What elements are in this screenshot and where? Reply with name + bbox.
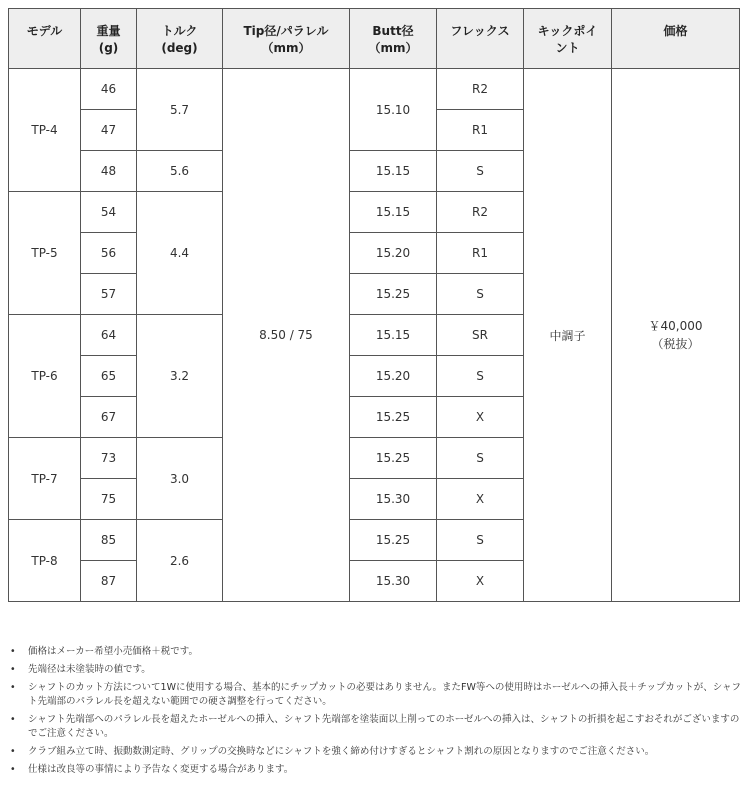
note-text: 先端径は未塗装時の値です。	[28, 664, 151, 675]
model-cell: TP-7	[9, 438, 81, 520]
butt-cell: 15.25	[350, 438, 437, 479]
list-item	[8, 713, 742, 741]
table-header-row	[9, 9, 740, 69]
weight-cell: 67	[81, 397, 137, 438]
weight-cell: 65	[81, 356, 137, 397]
model-cell: TP-4	[9, 69, 81, 192]
butt-cell: 15.15	[350, 192, 437, 233]
header-weight-line1: 重量	[96, 24, 121, 38]
bullet-icon: •	[10, 646, 16, 657]
model-cell: TP-8	[9, 520, 81, 602]
model-cell: TP-6	[9, 315, 81, 438]
weight-cell: 87	[81, 561, 137, 602]
butt-cell: 15.20	[350, 233, 437, 274]
bullet-icon: •	[10, 714, 16, 725]
header-butt-line1: Butt径	[372, 24, 414, 38]
flex-cell: R2	[437, 69, 524, 110]
torque-cell: 2.6	[137, 520, 223, 602]
price-tax-note: （税抜）	[651, 337, 700, 351]
flex-cell: R1	[437, 233, 524, 274]
header-tip-line2: （mm）	[261, 41, 311, 55]
butt-cell: 15.25	[350, 397, 437, 438]
butt-cell: 15.15	[350, 151, 437, 192]
weight-cell: 46	[81, 69, 137, 110]
flex-cell: S	[437, 520, 524, 561]
flex-cell: R1	[437, 110, 524, 151]
header-model: モデル	[9, 9, 81, 69]
header-flex: フレックス	[437, 9, 524, 69]
header-kick-line2: ント	[555, 41, 580, 55]
flex-cell: S	[437, 438, 524, 479]
weight-cell: 85	[81, 520, 137, 561]
flex-cell: S	[437, 356, 524, 397]
flex-cell: S	[437, 274, 524, 315]
weight-cell: 48	[81, 151, 137, 192]
bullet-icon: •	[10, 682, 16, 693]
note-text: 仕様は改良等の事情により予告なく変更する場合があります。	[28, 764, 294, 775]
kick-point-cell: 中調子	[524, 69, 612, 602]
header-torque-line2: (deg)	[161, 41, 198, 55]
header-torque-line1: トルク	[161, 24, 198, 38]
tip-cell: 8.50 / 75	[223, 69, 350, 602]
header-price: 価格	[612, 9, 740, 69]
weight-cell: 54	[81, 192, 137, 233]
weight-cell: 47	[81, 110, 137, 151]
flex-cell: SR	[437, 315, 524, 356]
notes-list	[8, 645, 742, 781]
list-item	[8, 745, 742, 759]
torque-cell: 3.2	[137, 315, 223, 438]
weight-cell: 56	[81, 233, 137, 274]
butt-cell: 15.30	[350, 479, 437, 520]
torque-cell: 4.4	[137, 192, 223, 315]
bullet-icon: •	[10, 746, 16, 757]
shaft-spec-table	[8, 8, 740, 602]
price-amount: ￥40,000	[648, 319, 703, 333]
weight-cell: 75	[81, 479, 137, 520]
header-kick	[524, 9, 612, 69]
torque-cell: 5.7	[137, 69, 223, 151]
butt-cell: 15.25	[350, 274, 437, 315]
flex-cell: R2	[437, 192, 524, 233]
header-butt-line2: （mm）	[368, 41, 418, 55]
list-item	[8, 681, 742, 709]
list-item	[8, 645, 742, 659]
price-cell	[612, 69, 740, 602]
header-weight-line2: (g)	[98, 41, 119, 55]
bullet-icon: •	[10, 764, 16, 775]
flex-cell: S	[437, 151, 524, 192]
weight-cell: 57	[81, 274, 137, 315]
butt-cell: 15.25	[350, 520, 437, 561]
butt-cell: 15.30	[350, 561, 437, 602]
model-cell: TP-5	[9, 192, 81, 315]
butt-cell: 15.10	[350, 69, 437, 151]
flex-cell: X	[437, 397, 524, 438]
header-tip	[223, 9, 350, 69]
table-row	[9, 69, 740, 110]
weight-cell: 64	[81, 315, 137, 356]
torque-cell: 3.0	[137, 438, 223, 520]
header-weight	[81, 9, 137, 69]
torque-cell: 5.6	[137, 151, 223, 192]
bullet-icon: •	[10, 664, 16, 675]
header-tip-line1: Tip径/パラレル	[243, 24, 329, 38]
butt-cell: 15.15	[350, 315, 437, 356]
list-item	[8, 663, 742, 677]
butt-cell: 15.20	[350, 356, 437, 397]
header-butt	[350, 9, 437, 69]
header-torque	[137, 9, 223, 69]
note-text: クラブ組み立て時、振動数測定時、グリップの交換時などにシャフトを強く締め付けすぎるとシャフト割れの原因となりますのでご注意ください。	[28, 746, 655, 757]
weight-cell: 73	[81, 438, 137, 479]
header-kick-line1: キックポイ	[537, 24, 598, 38]
flex-cell: X	[437, 479, 524, 520]
list-item	[8, 763, 742, 777]
note-text: シャフトのカット方法について1Wに使用する場合、基本的にチップカットの必要はありません。またFW等への使用時はホーゼルへの挿入長＋チップカットが、シャフト先端部のパラレル長を超えない範囲での硬さ調整を行ってください。	[28, 682, 742, 707]
note-text: シャフト先端部へのパラレル長を超えたホーゼルへの挿入、シャフト先端部を塗装面以上削ってのホーゼルへの挿入は、シャフトの折損を起こすおそれがございますのでご注意ください。	[28, 714, 740, 739]
flex-cell: X	[437, 561, 524, 602]
note-text: 価格はメーカー希望小売価格＋税です。	[28, 646, 199, 657]
